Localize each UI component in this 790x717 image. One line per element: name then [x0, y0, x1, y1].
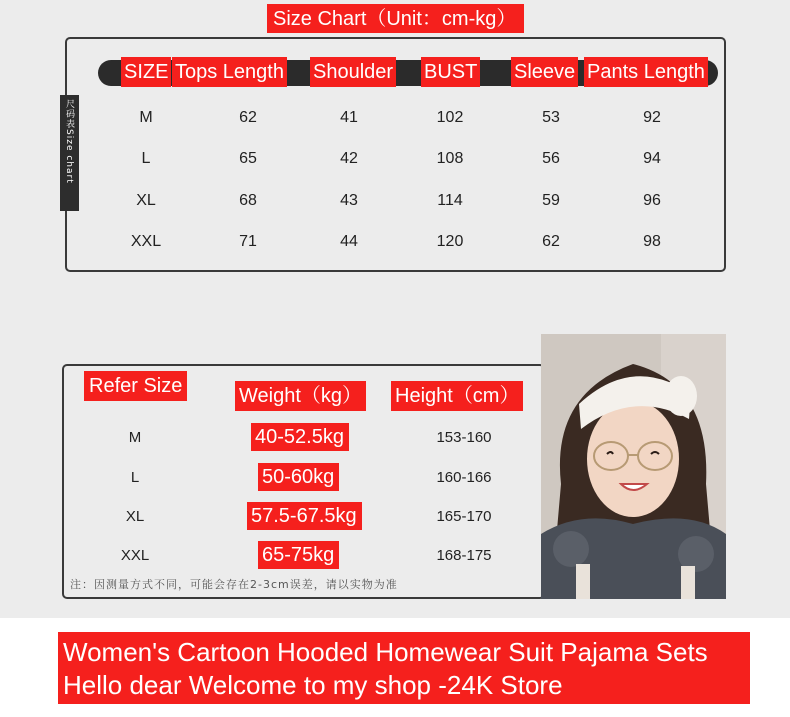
- shoulder-cell: 43: [340, 192, 358, 209]
- size-cell: XL: [136, 192, 156, 209]
- height-header: Height（cm）: [391, 381, 523, 411]
- header-tops-length: Tops Length: [172, 57, 287, 87]
- header-bust: BUST: [421, 57, 480, 87]
- sleeve-cell: 56: [542, 150, 560, 167]
- side-tab-label: 尺码表Size chart: [64, 99, 74, 184]
- height-cell: 165-170: [436, 508, 492, 525]
- refer-size-title: Refer Size: [84, 371, 187, 401]
- weight-cell: 40-52.5kg: [251, 423, 349, 451]
- height-cell: 153-160: [436, 429, 492, 446]
- banner-line-2: Hello dear Welcome to my shop -24K Store: [63, 670, 563, 700]
- model-photo: [541, 334, 726, 599]
- size-chart-title: Size Chart（Unit：cm-kg）: [267, 4, 524, 33]
- tops-length-cell: 71: [239, 233, 257, 250]
- weight-cell: 65-75kg: [258, 541, 339, 569]
- header-size: SIZE: [121, 57, 171, 87]
- weight-header: Weight（kg）: [235, 381, 366, 411]
- height-cell: 168-175: [436, 547, 492, 564]
- pants-length-cell: 98: [643, 233, 661, 250]
- shoulder-cell: 44: [340, 233, 358, 250]
- sleeve-cell: 59: [542, 192, 560, 209]
- sleeve-cell: 53: [542, 109, 560, 126]
- bust-cell: 114: [437, 192, 463, 209]
- promo-banner: [58, 632, 750, 704]
- shoulder-cell: 42: [340, 150, 358, 167]
- sleeve-cell: 62: [542, 233, 560, 250]
- tops-length-cell: 68: [239, 192, 257, 209]
- header-pants-length: Pants Length: [584, 57, 708, 87]
- tops-length-cell: 65: [239, 150, 257, 167]
- bust-cell: 108: [436, 150, 464, 167]
- size-chart-side-tab: [60, 95, 79, 211]
- refer-size-cell: XXL: [120, 547, 150, 564]
- measurement-note: 注：因测量方式不同，可能会存在2-3cm误差，请以实物为准: [70, 578, 398, 591]
- shoulder-cell: 41: [340, 109, 358, 126]
- banner-line-1: Women's Cartoon Hooded Homewear Suit Pajama Sets: [63, 637, 708, 667]
- model-photo-illustration: [541, 334, 726, 599]
- size-cell: L: [141, 150, 151, 167]
- header-sleeve: Sleeve: [511, 57, 578, 87]
- weight-cell: 50-60kg: [258, 463, 339, 491]
- pants-length-cell: 96: [643, 192, 661, 209]
- tops-length-cell: 62: [239, 109, 257, 126]
- bust-cell: 120: [436, 233, 464, 250]
- header-shoulder: Shoulder: [310, 57, 396, 87]
- pants-length-cell: 94: [643, 150, 661, 167]
- refer-size-cell: L: [130, 469, 140, 486]
- refer-size-cell: M: [128, 429, 142, 446]
- weight-cell: 57.5-67.5kg: [247, 502, 362, 530]
- size-cell: M: [139, 109, 153, 126]
- size-cell: XXL: [130, 233, 162, 250]
- bust-cell: 102: [436, 109, 464, 126]
- pants-length-cell: 92: [643, 109, 661, 126]
- refer-size-cell: XL: [125, 508, 145, 525]
- height-cell: 160-166: [436, 469, 492, 486]
